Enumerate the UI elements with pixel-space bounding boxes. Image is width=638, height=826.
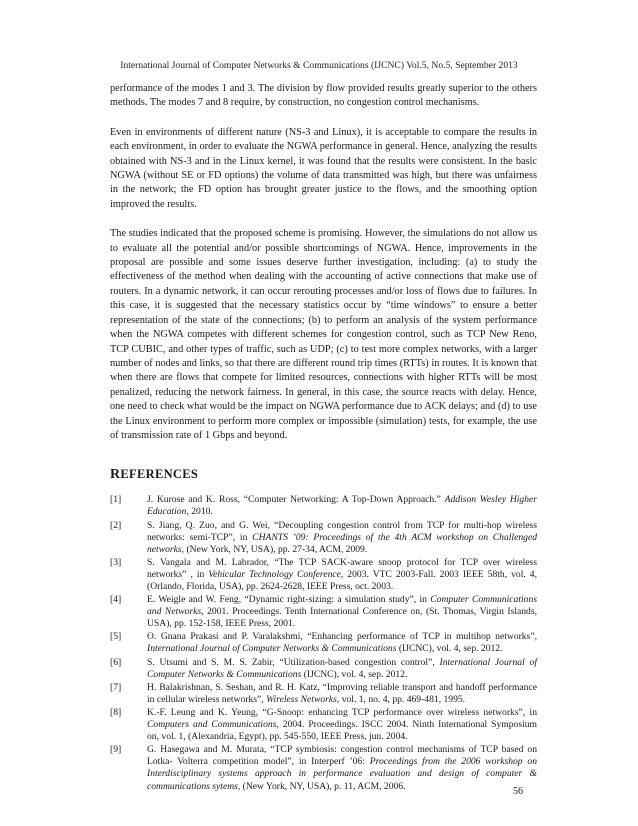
references-list xyxy=(110,494,537,792)
reference-text: O. Gnana Prakasi and P. Varalakshmi, “Enhancing performance of TCP in multihop networks”, xyxy=(147,631,537,643)
paragraph: The studies indicated that the proposed scheme is promising. However, the simulations do not allow us to evaluate all the potential and/or possible shortcomings of NGWA. Hence, improvements in the proposal are possible and some issues deserve further investigation, including: (a) to study the effectiveness of the method when dealing with the accounting of active connections that make use of routers. In a dynamic network, it can occur rerouting processes and/or loss of flows due to failures. In this case, it is suggested that the necessary statistics occur by “time windows” to ensure a better representation of the state of the connections; (b) to perform an analysis of the system performance when the NGWA competes with different schemes for congestion control, such as TCP New Reno, TCP CUBIC, and other types of traffic, such as UDP; (c) to test more complex networks, with a larger number of nodes and links, so that there are different round trip times (RTTs) in routes. It is known that when there are flows that compete for limited resources, connections with higher RTTs will be most penalized, reducing the network fairness. In general, in this case, the source reacts with delay. Hence, one need to check what would be the impact on NGWA performance due to ACK delays; and (d) to use the Linux environment to perform more complex or impossible (simulation) tests, for example, the use of transmission rate of 1 Gbps and beyond. xyxy=(110,228,537,441)
reference-details: , 2004. Proceedings. ISCC 2004. Ninth International Symposium on, vol. 1, (Alexandria, Egypt), pp. 545-550, IEEE Press, jun. 2004. xyxy=(147,719,537,743)
reference-item xyxy=(110,594,537,630)
reference-details: , 2010. xyxy=(186,506,213,518)
reference-item xyxy=(110,494,537,518)
reference-number: [4] xyxy=(110,594,122,606)
reference-item xyxy=(110,631,537,655)
references-heading-rest: EFERENCES xyxy=(120,467,199,482)
reference-item xyxy=(110,744,537,792)
reference-text: K.-F. Leung and K. Yeung, “G-Snoop: enhancing TCP performance over wireless networks”, in xyxy=(147,706,537,718)
reference-text: S. Jiang, Q. Zuo, and G. Wei, “Decoupling congestion control from TCP for multi-hop wireless networks: semi-TCP”, in xyxy=(147,519,537,543)
reference-venue: Vehicular Technology Conference xyxy=(208,568,341,580)
reference-number: [6] xyxy=(110,656,122,668)
reference-details: (IJCNC), vol. 4, sep. 2012. xyxy=(301,668,408,680)
reference-item xyxy=(110,682,537,706)
reference-item xyxy=(110,557,537,593)
reference-number: [9] xyxy=(110,744,122,756)
page-number: 56 xyxy=(513,786,523,797)
reference-number: [2] xyxy=(110,519,122,531)
reference-venue: International Journal of Computer Networks & Communications xyxy=(147,643,397,655)
paragraph: performance of the modes 1 and 3. The division by flow provided results greatly superior to the others methods. The modes 7 and 8 require, by construction, no congestion control mechanisms. xyxy=(110,83,537,109)
reference-text: G. Hasegawa and M. Murata, “TCP symbiosis: congestion control mechanisms of TCP based on Lotka- Volterra competition model”, in Interperf ’06: xyxy=(147,744,537,768)
reference-venue: Proceedings from the 2006 workshop on Interdisciplinary systems approach in performance evaluation and design of computer & communications sytems xyxy=(147,756,537,792)
reference-number: [8] xyxy=(110,706,122,718)
reference-item xyxy=(110,657,537,681)
reference-venue: CHANTS ’09: Proceedings of the 4th ACM workshop on Challenged networks xyxy=(147,531,538,555)
references-heading xyxy=(110,467,537,483)
reference-venue: Computers and Communications xyxy=(147,719,277,731)
reference-details: , 2003. VTC 2003-Fall. 2003 IEEE 58th, vol. 4, (Orlando, Florida, USA), pp. 2624-2628, IEEE Press, oct. 2003. xyxy=(147,568,537,592)
reference-text: E. Weigle and W. Feng, “Dynamic right-sizing: a simulation study”, in xyxy=(147,594,431,606)
reference-details: , vol. 1, no. 4, pp. 469-481, 1995. xyxy=(336,693,466,705)
reference-venue: International Journal of Computer Networks & Communications xyxy=(147,656,538,680)
reference-text: S. Vangala and M. Labrador, “The TCP SACK-aware snoop protocol for TCP over wireless networks” , in xyxy=(147,556,537,580)
reference-item xyxy=(110,520,537,556)
reference-details: , 2001. Proceedings. Tenth International Conference on, (St. Thomas, Virgin Islands, USA), pp. 152-158, IEEE Press, 2001. xyxy=(147,606,537,630)
references-heading-initial: R xyxy=(110,467,121,483)
journal-header: International Journal of Computer Networks & Communications (IJCNC) Vol.5, No.5, September 2013 xyxy=(120,60,518,71)
reference-venue: Addison Wesley Higher Education xyxy=(147,494,538,518)
reference-details: , (New York, NY, USA), p. 11, ACM, 2006. xyxy=(237,780,406,792)
page-body xyxy=(110,82,537,794)
reference-text: J. Kurose and K. Ross, “Computer Networking: A Top-Down Approach.” xyxy=(147,494,445,506)
reference-number: [7] xyxy=(110,681,122,693)
reference-number: [3] xyxy=(110,556,122,568)
reference-number: [5] xyxy=(110,631,122,643)
reference-item xyxy=(110,707,537,743)
reference-details: (IJCNC), vol. 4, sep. 2012. xyxy=(396,643,503,655)
reference-text: S. Utsumi and S. M. S. Zabir, “Utilization-based congestion control”, xyxy=(147,656,440,668)
paragraph: Even in environments of different nature (NS-3 and Linux), it is acceptable to compare the results in each environment, in order to evaluate the NGWA performance in general. Hence, analyzing the results obtained with NS-3 and in the Linux kernel, it was found that the results were consistent. In the basic NGWA (without SE or FD options) the volume of data transmitted was high, but there was unfairness in the network; the FD option has brought greater justice to the flows, and the smoothing option improved the results. xyxy=(110,126,537,210)
reference-venue: Wireless Networks xyxy=(266,693,337,705)
reference-text: H. Balakrishnan, S. Seshan, and R. H. Katz, “Improving reliable transport and handoff performance in cellular wireless networks”, xyxy=(147,681,537,705)
reference-number: [1] xyxy=(110,494,122,506)
reference-details: , (New York, NY, USA), pp. 27-34, ACM, 2009. xyxy=(181,543,368,555)
reference-venue: Computer Communications and Networks xyxy=(147,594,537,618)
